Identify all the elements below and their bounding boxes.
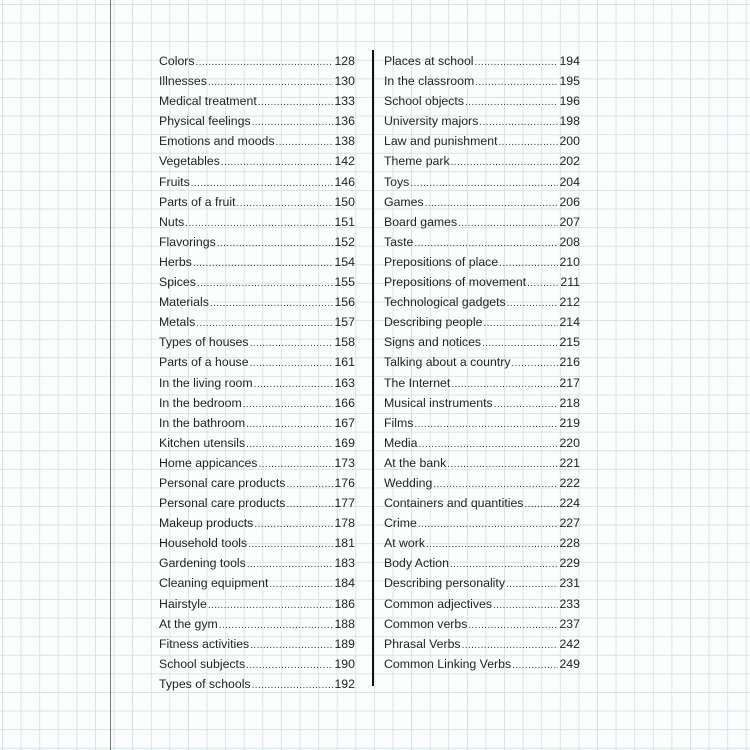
toc-entry (384, 654, 580, 674)
toc-entry-page-number: 150 (334, 194, 355, 209)
toc-entry-title: University majors (384, 114, 479, 129)
dot-leader (258, 93, 334, 113)
toc-entry-page-number: 158 (334, 335, 355, 350)
toc-entry (159, 594, 355, 614)
dot-leader (465, 93, 558, 113)
toc-entry-page-number: 152 (334, 234, 355, 249)
toc-entry-title: Media (384, 435, 418, 450)
dot-leader (425, 194, 559, 214)
toc-entry-title: Toys (384, 174, 410, 189)
toc-entry-page-number: 183 (334, 556, 355, 571)
toc-entry-page-number: 181 (334, 536, 355, 551)
toc-entry-title: Crime (384, 516, 417, 531)
toc-entry (384, 292, 580, 312)
toc-entry-page-number: 196 (559, 94, 580, 109)
dot-leader (419, 435, 559, 455)
toc-entry-page-number: 227 (559, 516, 580, 531)
dot-leader (191, 174, 334, 194)
dot-leader (482, 334, 558, 354)
toc-entry-page-number: 242 (559, 636, 580, 651)
dot-leader (524, 495, 558, 515)
toc-entry-page-number: 210 (559, 254, 580, 269)
toc-entry (159, 332, 355, 352)
toc-entry-title: Technological gadgets (384, 295, 506, 310)
toc-entry-page-number: 229 (559, 556, 580, 571)
dot-leader (451, 375, 558, 395)
toc-entry (384, 373, 580, 393)
toc-entry (384, 312, 580, 332)
dot-leader (433, 475, 558, 495)
toc-entry-title: Emotions and moods (159, 134, 275, 149)
toc-entry-page-number: 190 (334, 656, 355, 671)
toc-entry (384, 614, 580, 634)
dot-leader (208, 73, 334, 93)
toc-entry-title: Personal care products (159, 475, 286, 490)
toc-entry (159, 533, 355, 553)
toc-entry-page-number: 161 (334, 355, 355, 370)
dot-leader (451, 153, 559, 173)
toc-entry-title: Fitness activities (159, 636, 250, 651)
toc-entry-title: Prepositions of movement (384, 275, 527, 290)
toc-entry (384, 513, 580, 533)
toc-entry-title: Law and punishment (384, 134, 498, 149)
dot-leader (450, 555, 559, 575)
toc-entry-title: Board games (384, 214, 458, 229)
toc-entry-title: Signs and notices (384, 335, 482, 350)
toc-entry-page-number: 237 (559, 616, 580, 631)
toc-entry-page-number: 206 (559, 194, 580, 209)
toc-entry (384, 91, 580, 111)
dot-leader (458, 214, 558, 234)
toc-entry-page-number: 133 (334, 94, 355, 109)
toc-entry-page-number: 142 (334, 154, 355, 169)
toc-entry-page-number: 176 (334, 475, 355, 490)
toc-entry (159, 71, 355, 91)
toc-entry (384, 151, 580, 171)
toc-entry-title: Containers and quantities (384, 496, 524, 511)
toc-entry-page-number: 224 (559, 496, 580, 511)
toc-entry-title: In the classroom (384, 74, 475, 89)
toc-entry-page-number: 169 (334, 435, 355, 450)
toc-entry-page-number: 207 (559, 214, 580, 229)
toc-entry (159, 91, 355, 111)
toc-entry (384, 252, 580, 272)
toc-entry (159, 393, 355, 413)
toc-left-column (159, 51, 355, 694)
toc-entry-title: Makeup products (159, 516, 254, 531)
toc-entry (384, 131, 580, 151)
toc-entry-page-number: 215 (559, 335, 580, 350)
dot-leader (254, 375, 334, 395)
toc-entry-page-number: 202 (559, 154, 580, 169)
toc-entry-title: Talking about a country (384, 355, 511, 370)
toc-entry (384, 453, 580, 473)
toc-entry (159, 232, 355, 252)
toc-entry (384, 393, 580, 413)
dot-leader (237, 194, 334, 214)
toc-entry-page-number: 217 (559, 375, 580, 390)
toc-entry (384, 272, 580, 292)
toc-entry-title: Fruits (159, 174, 190, 189)
dot-leader (512, 656, 558, 676)
toc-entry-title: Materials (159, 295, 209, 310)
dot-leader (468, 616, 558, 636)
toc-entry-page-number: 204 (559, 174, 580, 189)
toc-entry-page-number: 214 (559, 315, 580, 330)
toc-entry-page-number: 221 (559, 455, 580, 470)
toc-entry-title: Places at school (384, 54, 474, 68)
toc-entry-title: Metals (159, 315, 196, 330)
dot-leader (269, 575, 333, 595)
toc-entry-page-number: 157 (334, 315, 355, 330)
toc-entry-page-number: 128 (334, 54, 355, 68)
toc-entry (159, 252, 355, 272)
dot-leader (246, 435, 333, 455)
dot-leader (247, 555, 334, 575)
toc-entry-title: Common adjectives (384, 596, 492, 611)
dot-leader (193, 254, 334, 274)
toc-entry-title: Cleaning equipment (159, 576, 269, 591)
dot-leader (462, 636, 559, 656)
toc-entry-page-number: 216 (559, 355, 580, 370)
toc-entry-title: Taste (384, 234, 414, 249)
toc-entry (159, 373, 355, 393)
dot-leader (185, 214, 333, 234)
toc-entry-title: Types of schools (159, 676, 251, 691)
toc-entry-page-number: 189 (334, 636, 355, 651)
toc-entry-page-number: 177 (334, 496, 355, 511)
toc-entry-title: Wedding (384, 475, 433, 490)
dot-leader (217, 234, 334, 254)
toc-entry-title: At work (384, 536, 425, 551)
toc-entry-title: At the gym (159, 616, 218, 631)
toc-entry-title: Theme park (384, 154, 450, 169)
dot-leader (286, 475, 333, 495)
toc-entry (159, 473, 355, 493)
dot-leader (258, 455, 333, 475)
toc-entry-title: Physical feelings (159, 114, 251, 129)
toc-entry (384, 533, 580, 553)
toc-entry-page-number: 166 (334, 395, 355, 410)
toc-entry (159, 573, 355, 593)
toc-entry (159, 513, 355, 533)
dot-leader (250, 354, 334, 374)
toc-entry (384, 352, 580, 372)
toc-entry (384, 212, 580, 232)
toc-entry (159, 413, 355, 433)
dot-leader (414, 234, 558, 254)
toc-entry (159, 151, 355, 171)
toc-entry (159, 614, 355, 634)
toc-entry-page-number: 208 (559, 234, 580, 249)
toc-entry-page-number: 156 (334, 295, 355, 310)
toc-entry (159, 111, 355, 131)
toc-entry-title: Gardening tools (159, 556, 246, 571)
dot-leader (197, 274, 334, 294)
toc-entry-title: Describing people (384, 315, 483, 330)
dot-leader (286, 495, 333, 515)
toc-right-column (384, 51, 580, 674)
dot-leader (246, 656, 333, 676)
toc-entry (384, 493, 580, 513)
toc-entry (159, 674, 355, 694)
toc-entry (159, 352, 355, 372)
toc-entry-title: Home appicances (159, 455, 258, 470)
toc-entry-page-number: 219 (559, 415, 580, 430)
toc-entry (384, 71, 580, 91)
toc-entry-page-number: 167 (334, 415, 355, 430)
toc-entry-title: Personal care products (159, 496, 286, 511)
dot-leader (493, 596, 558, 616)
toc-entry (384, 634, 580, 654)
toc-entry (384, 332, 580, 352)
toc-entry (384, 413, 580, 433)
dot-leader (511, 354, 558, 374)
dot-leader (250, 334, 334, 354)
toc-entry-title: Hairstyle (159, 596, 207, 611)
toc-entry-page-number: 212 (559, 295, 580, 310)
dot-leader (506, 575, 558, 595)
toc-entry-title: Household tools (159, 536, 248, 551)
toc-entry-title: Common verbs (384, 616, 468, 631)
toc-entry-page-number: 200 (559, 134, 580, 149)
dot-leader (475, 73, 558, 93)
dot-leader (418, 515, 559, 535)
dot-leader (196, 53, 334, 73)
toc-entry-page-number: 186 (334, 596, 355, 611)
toc-entry-page-number: 233 (559, 596, 580, 611)
dot-leader (252, 113, 334, 133)
toc-entry-page-number: 198 (559, 114, 580, 129)
toc-entry-page-number: 146 (334, 174, 355, 189)
toc-entry (159, 634, 355, 654)
toc-entry (384, 111, 580, 131)
toc-entry (159, 654, 355, 674)
toc-entry-page-number: 188 (334, 616, 355, 631)
dot-leader (475, 53, 559, 73)
toc-entry-title: Games (384, 194, 424, 209)
toc-entry-title: Herbs (159, 254, 192, 269)
toc-entry-title: Prepositions of place (384, 254, 499, 269)
toc-entry-page-number: 231 (559, 576, 580, 591)
dot-leader (447, 455, 558, 475)
toc-entry (384, 232, 580, 252)
toc-entry (384, 553, 580, 573)
toc-entry (384, 573, 580, 593)
dot-leader (498, 133, 558, 153)
toc-entry (159, 272, 355, 292)
toc-entry-title: Films (384, 415, 414, 430)
toc-entry-title: In the bedroom (159, 395, 242, 410)
dot-leader (414, 415, 558, 435)
toc-entry-page-number: 155 (334, 275, 355, 290)
toc-entry-title: Parts of a fruit (159, 194, 236, 209)
dot-leader (410, 174, 558, 194)
toc-entry (159, 292, 355, 312)
toc-entry-page-number: 228 (559, 536, 580, 551)
toc-entry-title: Body Action (384, 556, 449, 571)
toc-entry-page-number: 178 (334, 516, 355, 531)
toc-entry-title: Kitchen utensils (159, 435, 246, 450)
toc-entry (159, 172, 355, 192)
toc-entry (159, 312, 355, 332)
toc-entry-title: Medical treatment (159, 94, 257, 109)
toc-entry-title: The Internet (384, 375, 451, 390)
toc-entry (159, 433, 355, 453)
toc-entry-page-number: 249 (559, 656, 580, 671)
dot-leader (426, 535, 558, 555)
toc-entry-title: Parts of a house (159, 355, 249, 370)
toc-entry-page-number: 138 (334, 134, 355, 149)
toc-entry (384, 473, 580, 493)
toc-entry-title: School objects (384, 94, 464, 109)
dot-leader (252, 676, 334, 696)
toc-entry-page-number: 222 (559, 475, 580, 490)
toc-entry-title: Nuts (159, 214, 185, 229)
page-edge-line (110, 0, 111, 750)
toc-entry-page-number: 194 (559, 54, 580, 68)
dot-leader (219, 616, 334, 636)
toc-entry-page-number: 220 (559, 435, 580, 450)
dot-leader (479, 113, 558, 133)
toc-entry-title: Describing personality (384, 576, 505, 591)
toc-entry-title: Colors (159, 54, 195, 68)
dot-leader (221, 153, 334, 173)
toc-entry-page-number: 192 (334, 676, 355, 691)
dot-leader (196, 314, 333, 334)
toc-entry (384, 192, 580, 212)
toc-entry-title: At the bank (384, 455, 447, 470)
dot-leader (276, 133, 334, 153)
dot-leader (246, 415, 333, 435)
dot-leader (250, 636, 333, 656)
toc-entry (159, 453, 355, 473)
toc-entry-title: In the living room (159, 375, 253, 390)
toc-entry-page-number: 154 (334, 254, 355, 269)
dot-leader (527, 274, 559, 294)
toc-entry-page-number: 211 (560, 275, 580, 290)
dot-leader (254, 515, 333, 535)
toc-entry-title: Illnesses (159, 74, 207, 89)
toc-entry (159, 493, 355, 513)
dot-leader (507, 294, 559, 314)
toc-entry (159, 131, 355, 151)
toc-entry-page-number: 218 (559, 395, 580, 410)
toc-entry-page-number: 136 (334, 114, 355, 129)
dot-leader (483, 314, 558, 334)
toc-entry-page-number: 130 (334, 74, 355, 89)
toc-entry (159, 212, 355, 232)
toc-entry-page-number: 184 (334, 576, 355, 591)
toc-entry-page-number: 151 (334, 214, 355, 229)
toc-entry-page-number: 163 (334, 375, 355, 390)
dot-leader (210, 294, 334, 314)
column-divider (372, 50, 374, 686)
dot-leader (208, 596, 334, 616)
toc-entry-page-number: 195 (559, 74, 580, 89)
toc-entry-title: Musical instruments (384, 395, 493, 410)
toc-entry-title: In the bathroom (159, 415, 246, 430)
toc-entry (384, 433, 580, 453)
toc-entry-title: Spices (159, 275, 196, 290)
toc-entry-title: Common Linking Verbs (384, 656, 512, 671)
dot-leader (494, 395, 559, 415)
toc-entry-page-number: 173 (334, 455, 355, 470)
toc-entry-title: Phrasal Verbs (384, 636, 461, 651)
toc-entry-title: School subjects (159, 656, 246, 671)
toc-entry-title: Flavorings (159, 234, 216, 249)
toc-entry (159, 553, 355, 573)
toc-entry (159, 51, 355, 71)
toc-entry (384, 594, 580, 614)
dot-leader (243, 395, 334, 415)
toc-entry (384, 51, 580, 71)
toc-entry-title: Vegetables (159, 154, 220, 169)
toc-entry (384, 172, 580, 192)
dot-leader (499, 254, 558, 274)
toc-entry-title: Types of houses (159, 335, 249, 350)
dot-leader (248, 535, 333, 555)
toc-entry (159, 192, 355, 212)
